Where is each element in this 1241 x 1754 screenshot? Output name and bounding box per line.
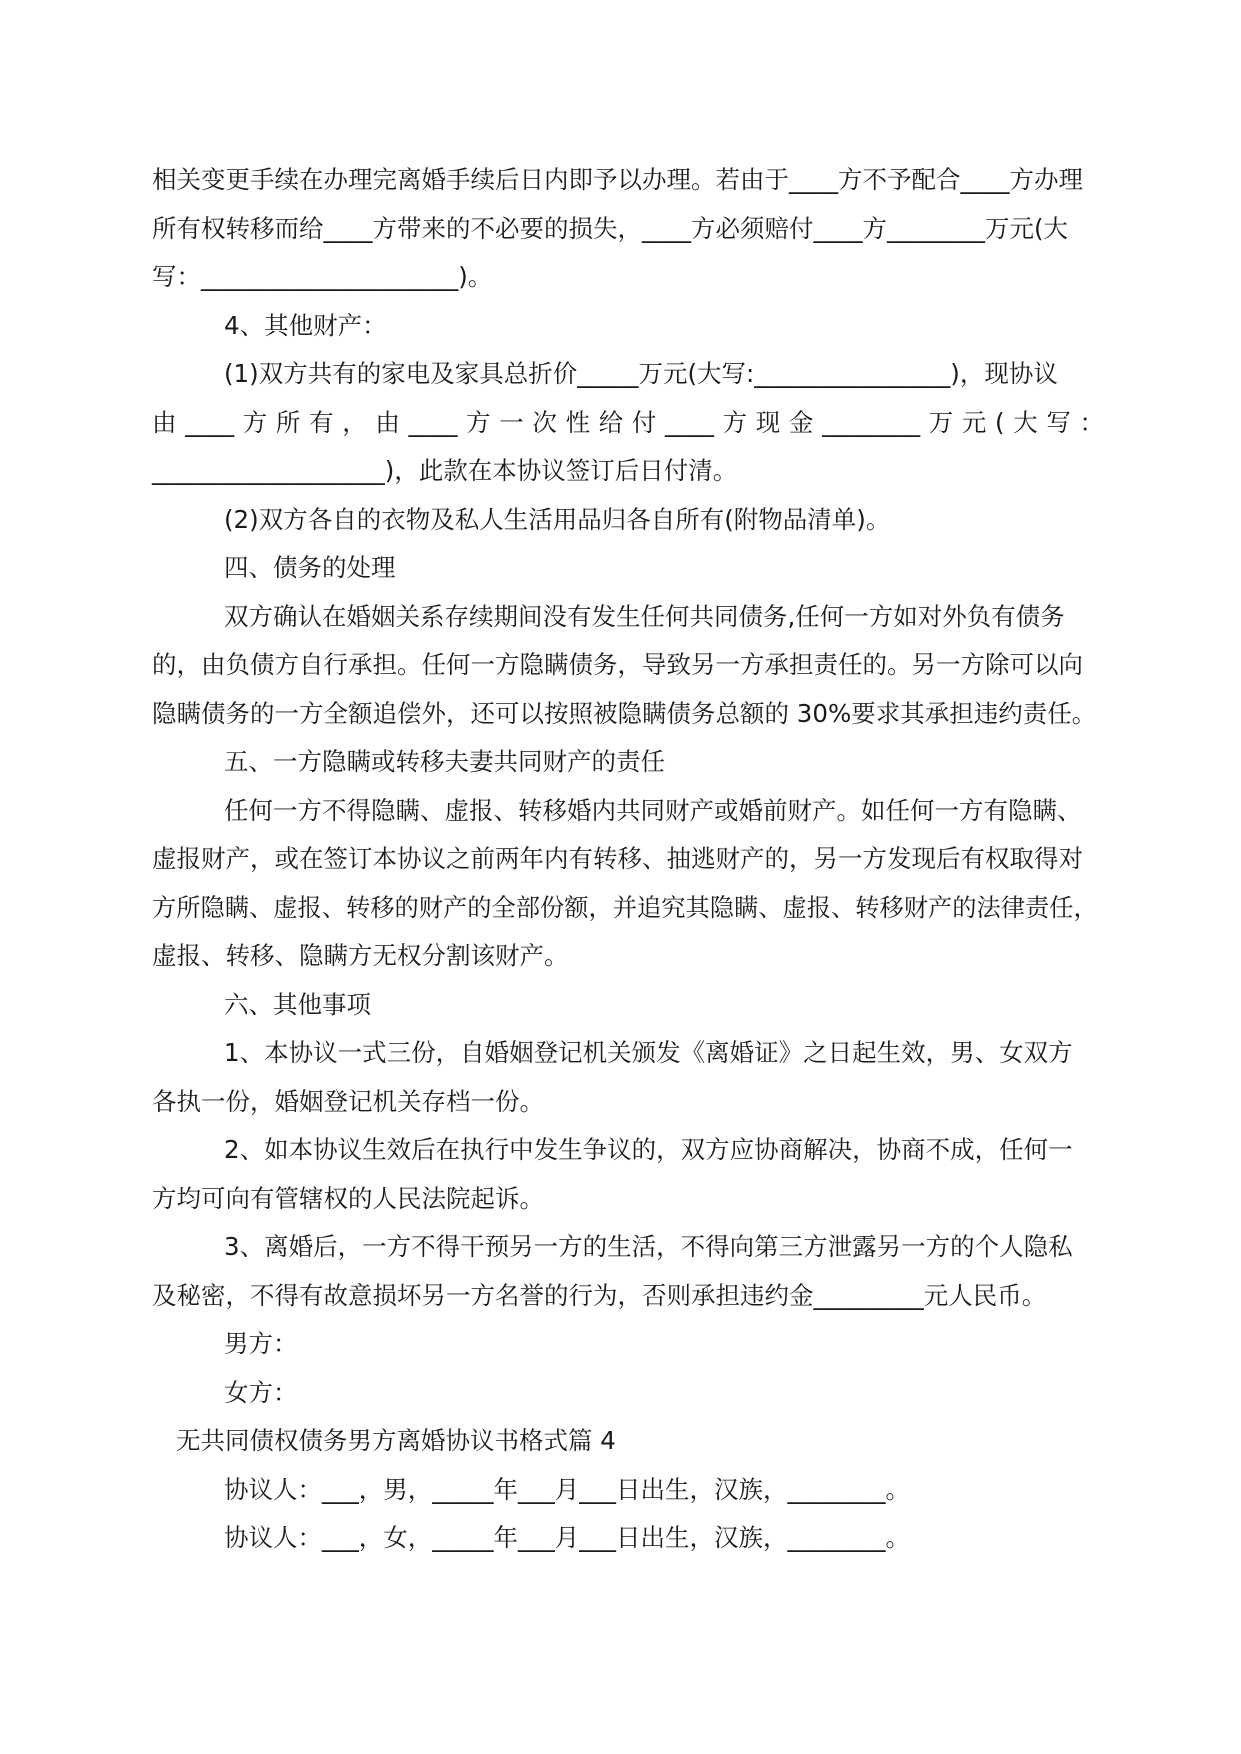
- paragraph-line: (1)双方共有的家电及家具总折价_____万元(大写:________________)，现协议: [224, 359, 1058, 388]
- paragraph-line: 任何一方不得隐瞒、虚报、转移婚内共同财产或婚前财产。如任何一方有隐瞒、: [224, 795, 1082, 825]
- section-heading: 4、其他财产：: [224, 310, 387, 340]
- paragraph-line: 及秘密，不得有故意损坏另一方名誉的行为，否则承担违约金_________元人民币。: [152, 1280, 1047, 1310]
- party-line: 协议人：___，女，_____年___月___日出生，汉族，________。: [224, 1523, 910, 1552]
- paragraph-line: ___________________)，此款在本协议签订后日付清。: [152, 456, 738, 485]
- paragraph-line: 方所隐瞒、虚报、转移的财产的全部份额，并追究其隐瞒、虚报、转移财产的法律责任，: [152, 892, 1098, 922]
- section-heading: 四、债务的处理: [224, 553, 396, 582]
- paragraph-line: 双方确认在婚姻关系存续期间没有发生任何共同债务,任何一方如对外负有债务: [224, 601, 1065, 631]
- paragraph-line: 2、如本协议生效后在执行中发生争议的，双方应协商解决，协商不成，任何一: [224, 1135, 1073, 1164]
- paragraph-line: 相关变更手续在办理完离婚手续后日内即予以办理。若由于____方不予配合____方办理: [152, 165, 1083, 194]
- paragraph-line: (2)双方各自的衣物及私人生活用品归各自所有(附物品清单)。: [224, 504, 891, 534]
- paragraph-line: 的，由负债方自行承担。任何一方隐瞒债务，导致另一方承担责任的。另一方除可以向: [152, 650, 1083, 679]
- document-body: [152, 156, 1104, 1563]
- section-heading: 五、一方隐瞒或转移夫妻共同财产的责任: [224, 747, 665, 776]
- paragraph-line: 虚报、转移、隐瞒方无权分割该财产。: [152, 941, 569, 970]
- section-title: 无共同债权债务男方离婚协议书格式篇 4: [176, 1426, 616, 1455]
- paragraph-line: 隐瞒债务的一方全额追偿外，还可以按照被隐瞒债务总额的 30%要求其承担违约责任。: [152, 698, 1097, 728]
- paragraph-line: 各执一份，婚姻登记机关存档一份。: [152, 1086, 544, 1116]
- paragraph-line: 虚报财产，或在签订本协议之前两年内有转移、抽逃财产的，另一方发现后有权取得对: [152, 844, 1083, 873]
- paragraph-line: 3、离婚后，一方不得干预另一方的生活，不得向第三方泄露另一方的个人隐私: [224, 1232, 1073, 1261]
- paragraph-line: 写：_____________________)。: [152, 262, 493, 291]
- signature-male: 男方：: [224, 1329, 298, 1358]
- paragraph-line: 1、本协议一式三份，自婚姻登记机关颁发《离婚证》之日起生效，男、女双方: [224, 1038, 1073, 1067]
- party-line: 协议人：___，男，_____年___月___日出生，汉族，________。: [224, 1474, 910, 1504]
- signature-female: 女方：: [224, 1377, 298, 1407]
- paragraph-line: 由____方所有，由____方一次性给付____方现金________万元(大写：: [152, 407, 1104, 437]
- paragraph-line: 方均可向有管辖权的人民法院起诉。: [152, 1183, 544, 1213]
- section-heading: 六、其他事项: [224, 989, 371, 1019]
- paragraph-line: 所有权转移而给____方带来的不必要的损失，____方必须赔付____方________万元(大: [152, 213, 1069, 243]
